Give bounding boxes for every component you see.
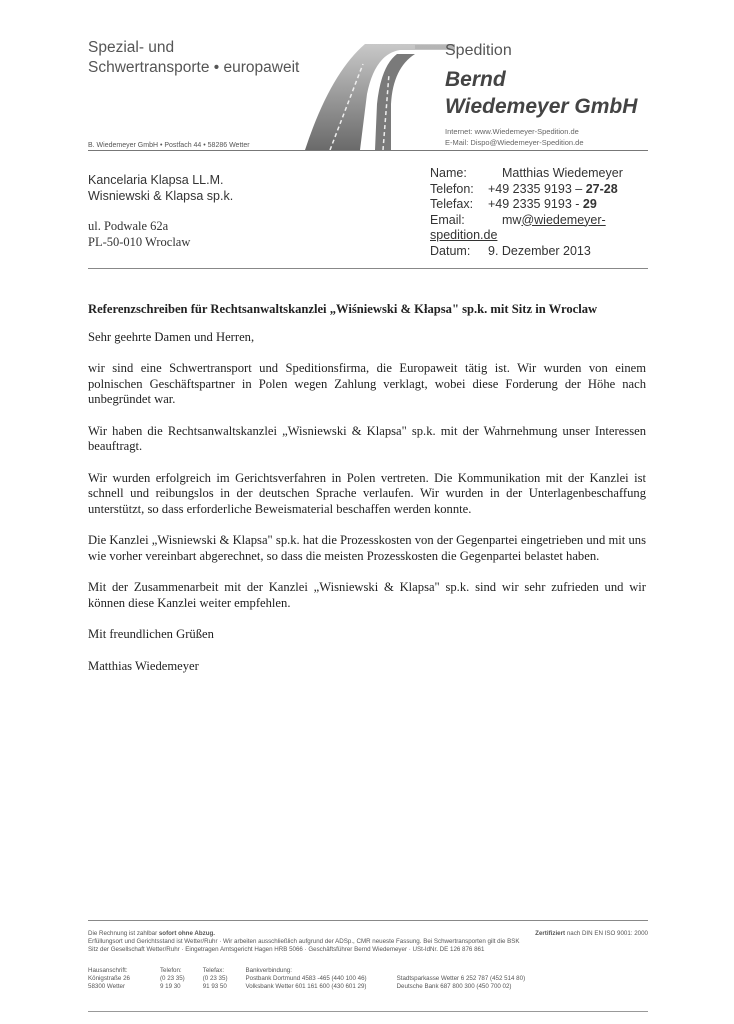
recipient-city: PL-50-010 Wroclaw xyxy=(88,235,191,249)
footer-bank-deutsche: Deutsche Bank 687 800 300 (450 700 02) xyxy=(396,983,512,990)
footer-address-column xyxy=(88,967,130,991)
footer-line-2: Erfüllungsort und Gerichtsstand ist Wetter/Ruhr · Wir arbeiten ausschließlich aufgrund der ADSp., CMR neueste Fassung. Bei Schwertransporten gilt die BSK xyxy=(88,938,520,945)
footer-bottom-divider xyxy=(88,1011,648,1012)
footer-phone-area: (0 23 35) xyxy=(159,975,185,982)
footer-bank-volksbank: Volksbank Wetter 601 161 600 (430 601 29) xyxy=(245,983,367,990)
footer-address-street: Königstraße 26 xyxy=(88,975,130,982)
spedition-label: Spedition xyxy=(445,42,512,59)
meta-phone-base: +49 2335 9193 – xyxy=(488,181,583,196)
footer-phone-number: 9 19 30 xyxy=(159,983,181,990)
recipient-block xyxy=(88,172,233,204)
recipient-street: ul. Podwale 62a xyxy=(88,219,169,233)
letter-signature: Matthias Wiedemeyer xyxy=(88,658,199,673)
meta-fax-label: Telefax: xyxy=(430,197,474,211)
letter-paragraph-1: wir sind eine Schwertransport und Speditionsfirma, die Europaweit tätig ist. Wir wurden von einem polnischen Geschäftspartner in Polen wegen Zahlung verklagt, wobei diese Forderung der Höhe nach unbegründet war. xyxy=(88,361,646,406)
meta-email-prefix: mw xyxy=(502,212,522,227)
company-email: E-Mail: Dispo@Wiedemeyer-Spedition.de xyxy=(445,138,584,147)
header-divider xyxy=(88,150,648,151)
letter-paragraph-5: Mit der Zusammenarbeit mit der Kanzlei „Wisniewski & Klapsa" sp.k. sind wir sehr zufrieden und wir können diese Kanzlei weiter empfehlen. xyxy=(88,580,646,610)
footer-legal xyxy=(88,930,648,954)
letter-paragraph-4: Die Kanzlei „Wisniewski & Klapsa" sp.k. hat die Prozesskosten von der Gegenpartei eingetrieben und mit uns wie vorher vereinbart abgerechnet, so dass die meisten Prozesskosten die Gegenpartei belastet haben. xyxy=(88,533,646,563)
footer-bank-sparkasse: Stadtsparkasse Wetter 6 252 787 (452 514 80) xyxy=(396,975,526,982)
meta-name-label: Name: xyxy=(430,166,467,180)
road-logo-icon xyxy=(305,44,455,150)
footer-columns xyxy=(88,967,525,991)
sender-line: B. Wiedemeyer GmbH • Postfach 44 • 58286 Wetter xyxy=(88,142,250,149)
meta-email-row-2 xyxy=(430,228,623,244)
recipient-address xyxy=(88,218,190,250)
tagline xyxy=(88,38,299,78)
meta-phone-row xyxy=(430,182,623,198)
company-contact xyxy=(445,126,584,148)
letter-paragraph-2: Wir haben die Rechtsanwaltskanzlei „Wisniewski & Klapsa" sp.k. mit der Wahrnehmung unser Interessen beauftragt. xyxy=(88,423,646,453)
company-name xyxy=(445,66,637,120)
tagline-line-1: Spezial- und xyxy=(88,39,175,56)
footer-bank-column xyxy=(246,967,367,991)
letter-salutation: Sehr geehrte Damen und Herren, xyxy=(88,329,255,344)
footer-fax-column xyxy=(203,967,228,991)
footer-bank-label: Bankverbindung: xyxy=(245,967,292,974)
sender-meta xyxy=(430,166,623,259)
footer-bank-column-2 xyxy=(397,967,526,991)
footer-cert-text: nach DIN EN ISO 9001: 2000 xyxy=(565,930,648,937)
footer-cert-label: Zertifiziert xyxy=(535,930,566,937)
meta-fax-row xyxy=(430,197,623,213)
meta-name-value: Matthias Wiedemeyer xyxy=(502,166,623,180)
meta-date-row xyxy=(430,244,623,260)
meta-fax-base: +49 2335 9193 - xyxy=(488,197,580,211)
meta-email-label: Email: xyxy=(430,212,465,227)
footer-fax-area: (0 23 35) xyxy=(202,975,228,982)
email-link-continued[interactable]: spedition.de xyxy=(430,228,498,242)
recipient-line-2: Wisniewski & Klapsa sp.k. xyxy=(88,189,234,203)
footer-bank-postbank: Postbank Dortmund 4583 -465 (440 100 46) xyxy=(245,975,367,982)
company-name-line-1: Bernd xyxy=(445,68,506,91)
meta-email-row xyxy=(430,213,623,229)
footer-line-1 xyxy=(88,930,648,938)
recipient-line-1: Kancelaria Klapsa LL.M. xyxy=(88,173,224,187)
footer-address-city: 58300 Wetter xyxy=(88,983,126,990)
footer-line-3: Sitz der Gesellschaft Wetter/Ruhr · Eingetragen Amtsgericht Hagen HRB 5066 · Geschäftsführer Bernd Wiedemeyer · USt-IdNr. DE 126 876 861 xyxy=(88,946,485,953)
footer-phone-column xyxy=(160,967,185,991)
letter-subject: Referenzschreiben für Rechtsanwaltskanzlei „Wiśniewski & Kłapsa" sp.k. mit Sitz in Wroclaw xyxy=(88,302,598,316)
footer-phone-label: Telefon: xyxy=(159,967,182,974)
meta-date-label: Datum: xyxy=(430,243,471,258)
meta-phone-ext: 27-28 xyxy=(585,181,618,196)
footer-payment-terms: sofort ohne Abzug. xyxy=(158,930,215,937)
meta-date-value: 9. Dezember 2013 xyxy=(488,243,591,258)
footer-payment-text: Die Rechnung ist zahlbar xyxy=(88,930,159,937)
meta-fax-ext: 29 xyxy=(582,197,597,211)
company-name-line-2: Wiedemeyer GmbH xyxy=(445,95,638,118)
footer-address-label: Hausanschrift: xyxy=(88,967,128,974)
tagline-line-2: Schwertransporte • europaweit xyxy=(88,59,300,76)
letter-body xyxy=(88,302,646,690)
letter-closing: Mit freundlichen Grüßen xyxy=(88,627,214,641)
footer-bank2-label xyxy=(397,967,526,975)
footer-divider xyxy=(88,920,648,921)
company-internet: Internet: www.Wiedemeyer-Spedition.de xyxy=(445,127,579,136)
footer-fax-label: Telefax: xyxy=(202,967,225,974)
meta-name-row xyxy=(430,166,623,182)
email-link[interactable]: @wiedemeyer- xyxy=(521,212,606,227)
letter-paragraph-3: Wir wurden erfolgreich im Gerichtsverfahren in Polen vertreten. Die Kommunikation mit der Kanzlei ist schnell und reibungslos in der deutschen Sprache verlaufen. Wir wurden in der Unterlagenbeschaffung unterstützt, so dass erforderliche Beweismaterial beschaffen werden konnte. xyxy=(88,470,646,516)
address-divider xyxy=(88,268,648,269)
footer-fax-number: 91 93 50 xyxy=(202,983,227,990)
meta-phone-label: Telefon: xyxy=(430,181,474,196)
